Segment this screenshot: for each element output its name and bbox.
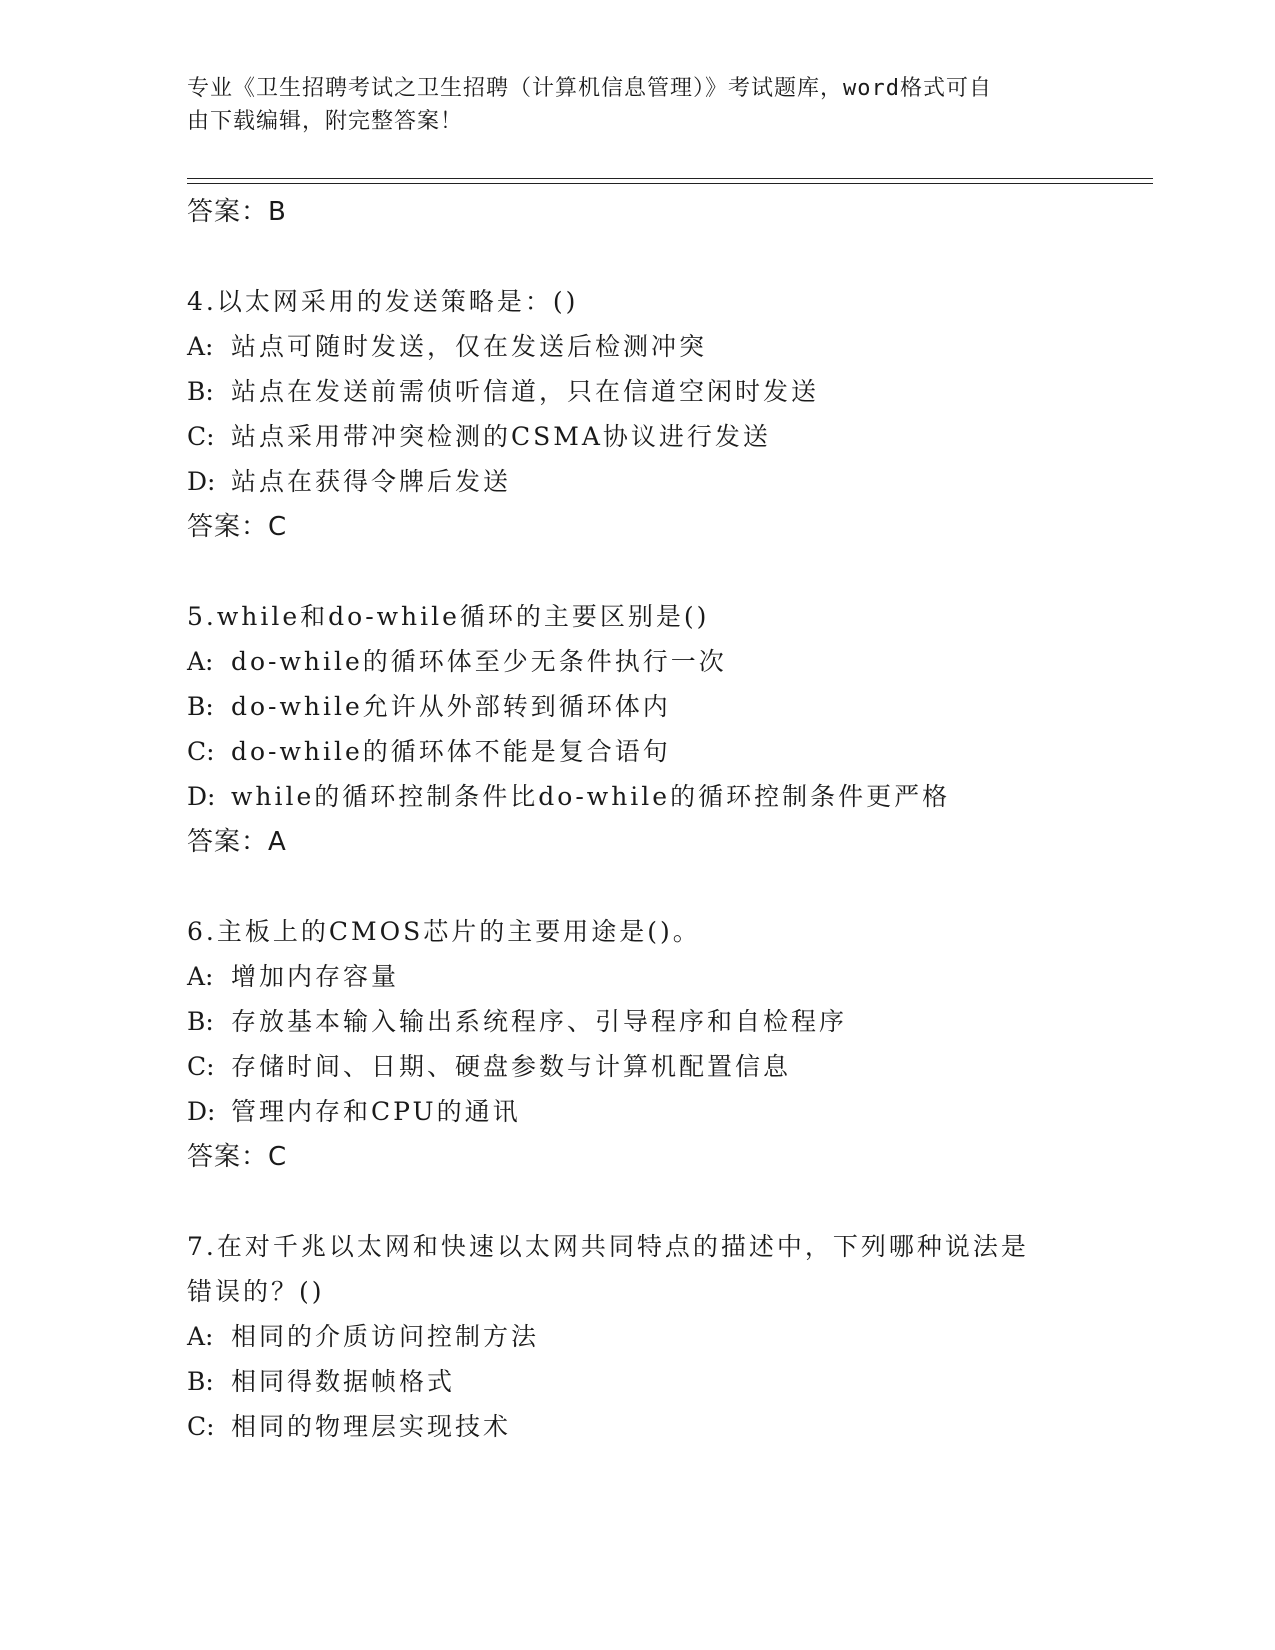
option-letter: B: bbox=[187, 1367, 214, 1396]
option-item bbox=[187, 1089, 1087, 1134]
option-item bbox=[187, 774, 1087, 819]
option-text: 存放基本输入输出系统程序、引导程序和自检程序 bbox=[231, 1007, 848, 1036]
header-divider-bottom bbox=[187, 183, 1153, 184]
option-item bbox=[187, 414, 1087, 459]
header-line-1: 专业《卫生招聘考试之卫生招聘（计算机信息管理）》考试题库，word格式可自 bbox=[187, 76, 992, 101]
option-item bbox=[187, 999, 1087, 1044]
question-spacer bbox=[187, 550, 1087, 594]
option-text: 相同的物理层实现技术 bbox=[231, 1412, 512, 1441]
option-item bbox=[187, 369, 1087, 414]
option-item bbox=[187, 324, 1087, 369]
option-text: 站点在获得令牌后发送 bbox=[231, 467, 512, 496]
question-stem: 4.以太网采用的发送策略是：() bbox=[187, 287, 579, 316]
answer-line: 答案：C bbox=[187, 512, 288, 542]
question-block bbox=[187, 279, 1087, 550]
option-letter: C: bbox=[187, 737, 215, 766]
question-block bbox=[187, 594, 1087, 865]
option-letter: A: bbox=[187, 332, 214, 361]
option-text: 相同的介质访问控制方法 bbox=[231, 1322, 540, 1351]
question-spacer bbox=[187, 1180, 1087, 1224]
option-text: 站点在发送前需侦听信道，只在信道空闲时发送 bbox=[231, 377, 820, 406]
option-letter: D: bbox=[187, 782, 216, 811]
question-stem: 错误的？() bbox=[187, 1277, 325, 1306]
option-item bbox=[187, 1044, 1087, 1089]
option-letter: B: bbox=[187, 1007, 214, 1036]
option-letter: D: bbox=[187, 467, 216, 496]
option-letter: A: bbox=[187, 647, 214, 676]
answer-line: 答案：C bbox=[187, 1142, 288, 1172]
option-letter: C: bbox=[187, 422, 215, 451]
answer-line: 答案：A bbox=[187, 827, 287, 857]
question-stem: 7.在对千兆以太网和快速以太网共同特点的描述中，下列哪种说法是 bbox=[187, 1232, 1029, 1261]
option-letter: A: bbox=[187, 962, 214, 991]
option-text: do-while允许从外部转到循环体内 bbox=[231, 692, 671, 721]
answer-line: 答案：B bbox=[187, 197, 287, 227]
option-item bbox=[187, 684, 1087, 729]
option-item bbox=[187, 954, 1087, 999]
option-item bbox=[187, 1404, 1087, 1449]
option-text: do-while的循环体至少无条件执行一次 bbox=[231, 647, 727, 676]
option-text: do-while的循环体不能是复合语句 bbox=[231, 737, 671, 766]
option-letter: C: bbox=[187, 1052, 215, 1081]
question-spacer bbox=[187, 235, 1087, 279]
option-letter: B: bbox=[187, 692, 214, 721]
option-letter: A: bbox=[187, 1322, 214, 1351]
question-stem: 6.主板上的CMOS芯片的主要用途是()。 bbox=[187, 917, 701, 946]
option-text: 管理内存和CPU的通讯 bbox=[231, 1097, 521, 1126]
option-letter: B: bbox=[187, 377, 214, 406]
option-letter: C: bbox=[187, 1412, 215, 1441]
option-letter: D: bbox=[187, 1097, 216, 1126]
question-block bbox=[187, 1224, 1087, 1449]
header-divider-top bbox=[187, 178, 1153, 179]
document-header bbox=[187, 72, 1087, 138]
option-item bbox=[187, 1314, 1087, 1359]
option-text: 站点可随时发送，仅在发送后检测冲突 bbox=[231, 332, 708, 361]
question-list bbox=[187, 185, 1087, 1449]
option-item bbox=[187, 729, 1087, 774]
option-text: 增加内存容量 bbox=[231, 962, 400, 991]
question-stem: 5.while和do-while循环的主要区别是() bbox=[187, 602, 710, 631]
option-item bbox=[187, 1359, 1087, 1404]
option-text: 相同得数据帧格式 bbox=[231, 1367, 456, 1396]
option-item bbox=[187, 459, 1087, 504]
option-text: 存储时间、日期、硬盘参数与计算机配置信息 bbox=[231, 1052, 792, 1081]
option-text: while的循环控制条件比do-while的循环控制条件更严格 bbox=[231, 782, 951, 811]
option-item bbox=[187, 639, 1087, 684]
question-block bbox=[187, 909, 1087, 1180]
question-spacer bbox=[187, 865, 1087, 909]
header-line-2: 由下载编辑，附完整答案！ bbox=[187, 109, 464, 134]
option-text: 站点采用带冲突检测的CSMA协议进行发送 bbox=[231, 422, 771, 451]
